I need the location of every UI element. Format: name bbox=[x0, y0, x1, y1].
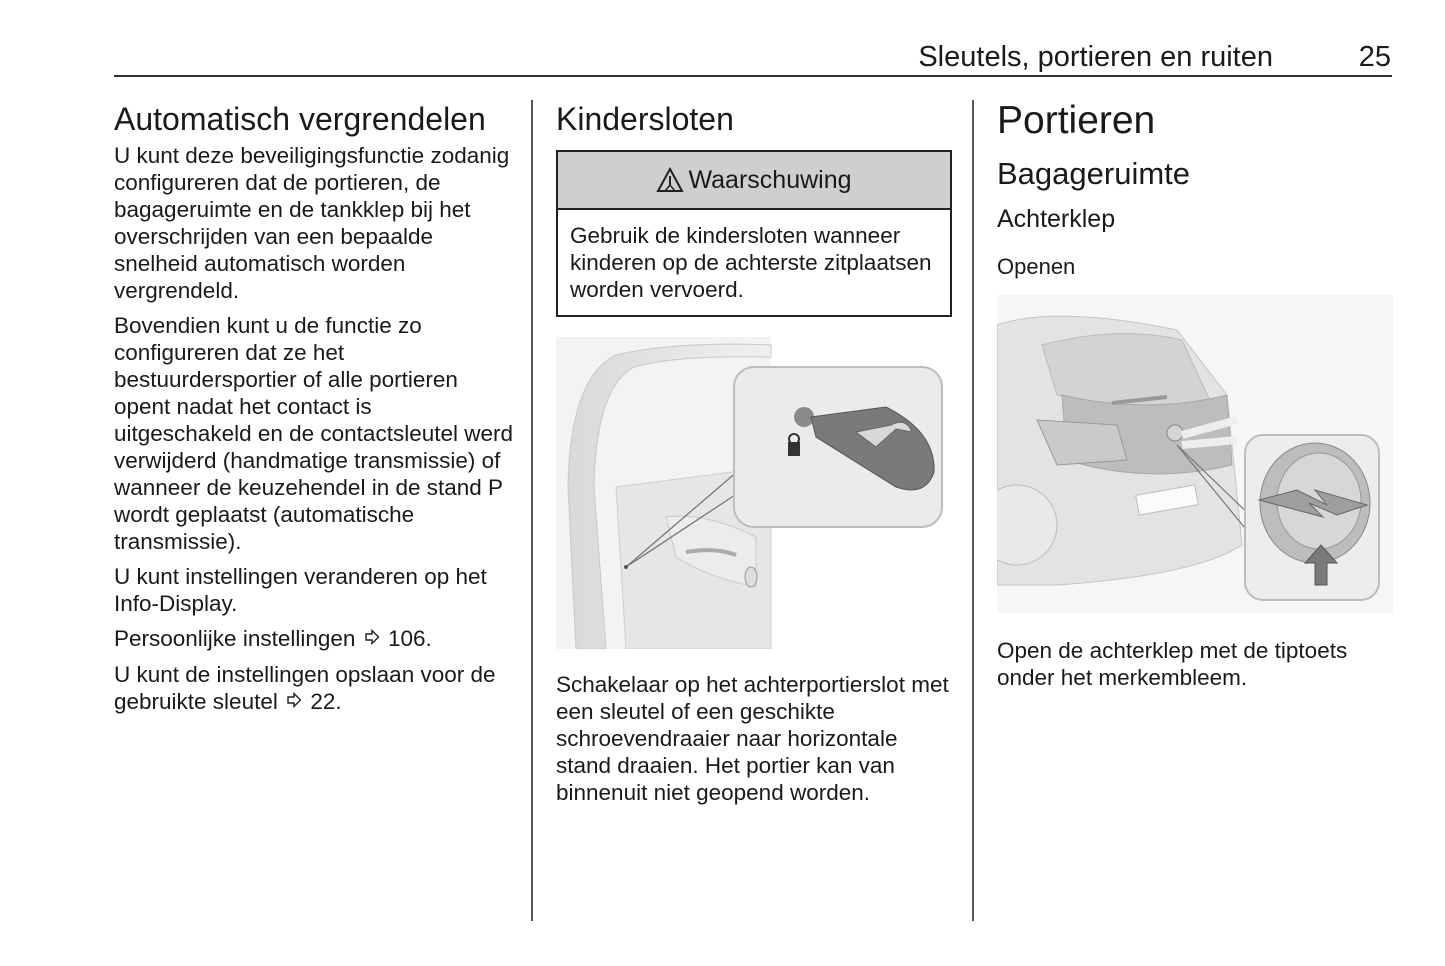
subsection-heading-tailgate: Achterklep bbox=[997, 205, 1116, 233]
column-automatic-locking bbox=[114, 98, 514, 716]
page-reference-arrow-icon bbox=[364, 626, 380, 653]
column-divider-2 bbox=[972, 100, 974, 921]
chapter-heading-doors: Portieren bbox=[997, 99, 1156, 142]
reference-text: U kunt de instellingen opslaan voor de gebruikte sleutel bbox=[114, 662, 496, 714]
paragraph-3: U kunt instellingen veranderen op het Info-Display. bbox=[114, 564, 487, 616]
column-child-locks bbox=[556, 98, 952, 806]
warning-box bbox=[556, 150, 952, 317]
reference-key-settings[interactable] bbox=[114, 661, 514, 716]
paragraph-2: Bovendien kunt u de functie zo configureren dat ze het bestuurdersportier of alle portieren opent nadat het contact is uitgeschakeld en de contactsleutel werd verwijderd (handmatige transmissie) of wanneer de keuzehendel in de stand P wordt geplaatst (automatische transmissie). bbox=[114, 313, 514, 554]
reference-personal-settings[interactable] bbox=[114, 625, 514, 653]
page-reference-arrow-icon bbox=[286, 689, 302, 716]
warning-triangle-icon bbox=[656, 167, 684, 193]
child-lock-illustration bbox=[556, 337, 952, 649]
running-header-title: Sleutels, portieren en ruiten bbox=[918, 41, 1273, 73]
figure-caption: Schakelaar op het achterportierslot met een sleutel of een geschikte schroevendraaier naar horizontale stand draaien. Het portier kan van binnenuit niet geopend worden. bbox=[556, 672, 949, 805]
section-heading-luggage: Bagageruimte bbox=[997, 156, 1191, 191]
paragraph-1: U kunt deze beveiligingsfunctie zodanig configureren dat de portieren, de bagageruimte en de tankklep bij het overschrijden van een bepaalde snelheid automatisch worden vergrendeld. bbox=[114, 143, 510, 303]
reference-text: Persoonlijke instellingen bbox=[114, 626, 356, 651]
section-heading-child-locks: Kindersloten bbox=[556, 101, 734, 137]
warning-header bbox=[558, 152, 950, 210]
subsection-heading-opening: Openen bbox=[997, 254, 1076, 279]
reference-page: 22. bbox=[310, 689, 342, 714]
warning-title: Waarschuwing bbox=[688, 165, 852, 194]
section-heading-automatic-locking: Automatisch vergrendelen bbox=[114, 101, 486, 137]
tailgate-emblem-illustration bbox=[997, 295, 1393, 613]
warning-text: Gebruik de kindersloten wanneer kinderen op de achterste zitplaatsen worden vervoerd. bbox=[570, 223, 932, 302]
reference-page: 106. bbox=[387, 626, 432, 651]
header-rule bbox=[114, 75, 1392, 77]
page-number: 25 bbox=[1358, 41, 1391, 73]
column-doors bbox=[997, 98, 1393, 691]
column-divider-1 bbox=[531, 100, 533, 921]
figure-caption: Open de achterklep met de tiptoets onder het merkembleem. bbox=[997, 638, 1348, 690]
